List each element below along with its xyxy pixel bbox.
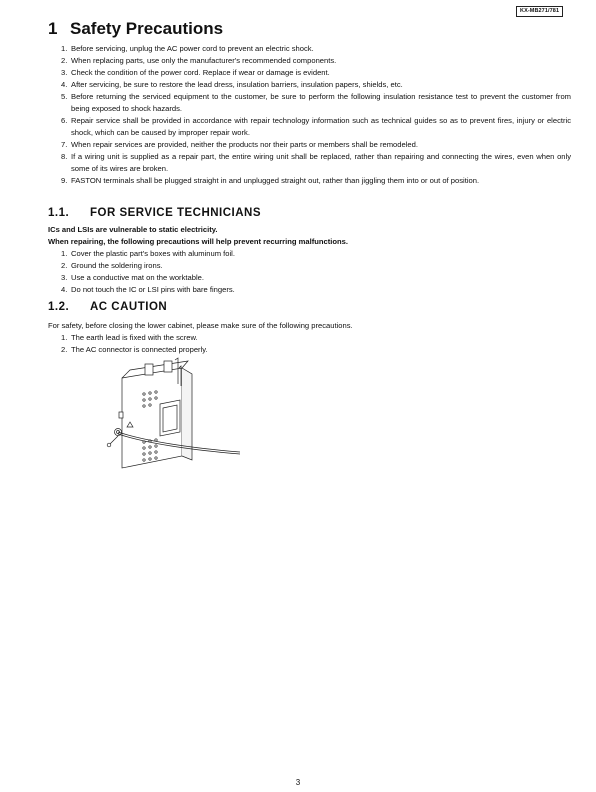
list-item: 1. Cover the plastic part's boxes with aluminum foil. bbox=[61, 249, 235, 258]
page-number: 3 bbox=[295, 778, 301, 787]
repair-precaution-note: When repairing, the following precautions will help prevent recurring malfunctions. bbox=[48, 237, 348, 246]
section-1-2-heading bbox=[48, 300, 167, 314]
section-1-title: Safety Precautions bbox=[70, 19, 224, 38]
list-item: 9. FASTON terminals shall be plugged straight in and unplugged straight out, rather than jiggling them into or out of position. bbox=[61, 176, 480, 185]
section-1-number: 1 bbox=[48, 19, 58, 38]
list-item: 7. When repair services are provided, neither the products nor their parts or members shall be remodeled. bbox=[61, 140, 418, 149]
list-item: 1. Before servicing, unplug the AC power cord to prevent an electric shock. bbox=[61, 44, 314, 53]
section-1-1-heading bbox=[48, 206, 261, 220]
static-warning-note: ICs and LSIs are vulnerable to static electricity. bbox=[48, 225, 218, 234]
list-item: 3. Check the condition of the power cord. Replace if wear or damage is evident. bbox=[61, 68, 330, 77]
section-1-1-number: 1.1. bbox=[48, 207, 70, 219]
list-item: 1. The earth lead is fixed with the screw. bbox=[61, 333, 198, 342]
service-technician-list bbox=[61, 248, 571, 296]
list-item: 4. After servicing, be sure to restore the lead dress, insulation barriers, insulation papers, shields, etc. bbox=[61, 80, 403, 89]
list-item: 2. The AC connector is connected properly. bbox=[61, 345, 208, 354]
list-item: 8. If a wiring unit is supplied as a repair part, the entire wiring unit shall be replaced, rather than repairing and connecting the wires, even when only some of its wires are broken. bbox=[61, 152, 571, 173]
list-item: 6. Repair service shall be provided in accordance with repair technology information such as technical guides so as to prevent fires, injury or electric shock, which can be caused by improper repair work. bbox=[61, 116, 571, 137]
section-1-1-title: FOR SERVICE TECHNICIANS bbox=[90, 207, 262, 219]
power-unit-illustration bbox=[100, 356, 245, 481]
section-1-2-number: 1.2. bbox=[48, 301, 70, 313]
list-item: 2. Ground the soldering irons. bbox=[61, 261, 163, 270]
ac-caution-list bbox=[61, 332, 571, 356]
list-item: 3. Use a conductive mat on the worktable. bbox=[61, 273, 204, 282]
list-item: 5. Before returning the serviced equipment to the customer, be sure to perform the following insulation resistance test to prevent the customer from being exposed to shock hazards. bbox=[61, 92, 571, 113]
list-item: 2. When replacing parts, use only the manufacturer's recommended components. bbox=[61, 56, 337, 65]
safety-precautions-list bbox=[61, 43, 571, 187]
ac-caution-intro: For safety, before closing the lower cabinet, please make sure of the following precautions. bbox=[48, 321, 353, 330]
section-1-heading bbox=[48, 19, 223, 39]
list-item: 4. Do not touch the IC or LSI pins with bare fingers. bbox=[61, 285, 235, 294]
section-1-2-title: AC CAUTION bbox=[90, 301, 168, 313]
model-number-label: KX-MB271/781 bbox=[516, 6, 563, 17]
